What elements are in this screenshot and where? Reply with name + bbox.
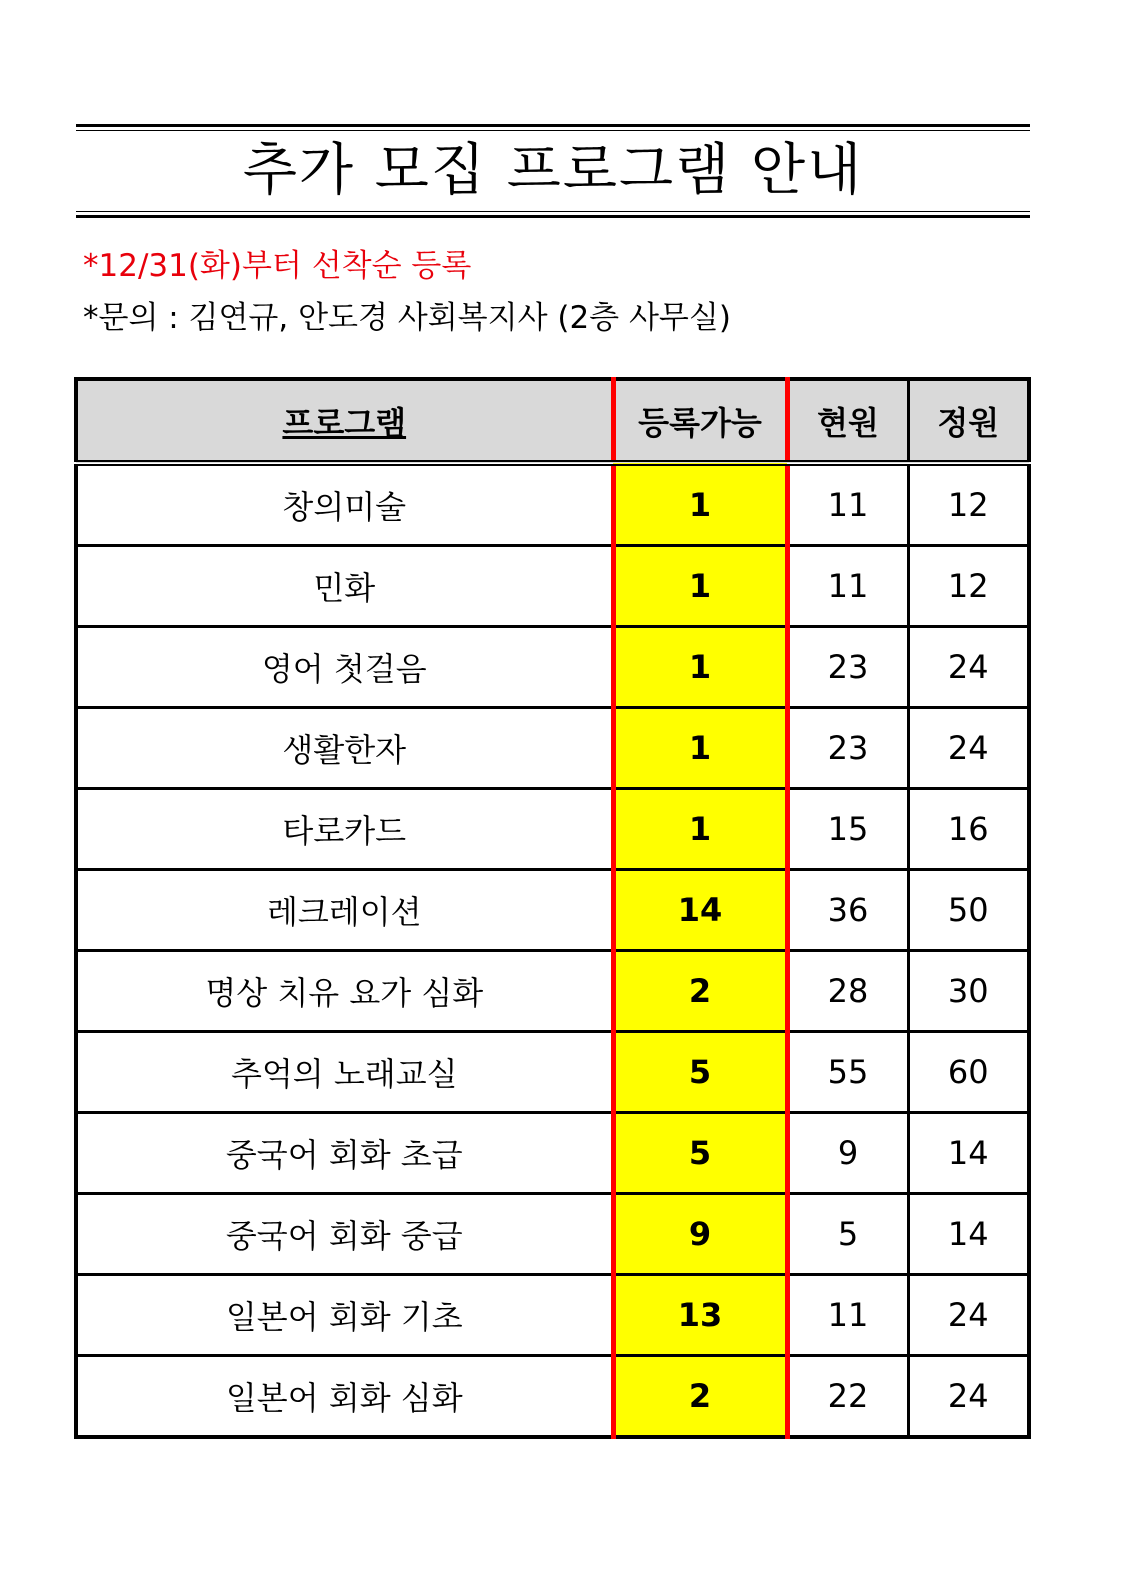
page-title: 추가 모집 프로그램 안내 <box>242 138 864 203</box>
cell-program: 창의미술 <box>76 463 613 546</box>
header-capacity: 정원 <box>908 379 1029 463</box>
cell-available: 5 <box>613 1113 787 1194</box>
cell-capacity: 12 <box>908 546 1029 627</box>
cell-current: 23 <box>787 627 908 708</box>
cell-current: 28 <box>787 951 908 1032</box>
table-header <box>76 379 1029 463</box>
bottom-rule-thick <box>76 215 1030 218</box>
table-row <box>76 463 1029 546</box>
program-table <box>74 377 1031 1439</box>
cell-capacity: 50 <box>908 870 1029 951</box>
registration-notice: *12/31(화)부터 선착순 등록 <box>83 248 472 284</box>
cell-capacity: 24 <box>908 627 1029 708</box>
cell-available: 13 <box>613 1275 787 1356</box>
cell-available: 1 <box>613 463 787 546</box>
cell-capacity: 16 <box>908 789 1029 870</box>
table-row <box>76 708 1029 789</box>
cell-program: 레크레이션 <box>76 870 613 951</box>
table-row <box>76 546 1029 627</box>
table-body <box>76 463 1029 1437</box>
header-program-label: 프로그램 <box>282 403 407 442</box>
cell-program: 추억의 노래교실 <box>76 1032 613 1113</box>
cell-available: 2 <box>613 951 787 1032</box>
title-block <box>76 124 1030 218</box>
cell-capacity: 24 <box>908 1275 1029 1356</box>
cell-capacity: 14 <box>908 1113 1029 1194</box>
cell-capacity: 12 <box>947 486 989 524</box>
cell-capacity: 14 <box>908 1194 1029 1275</box>
cell-program: 영어 첫걸음 <box>76 627 613 708</box>
table-row <box>76 627 1029 708</box>
header-program <box>76 379 613 463</box>
cell-program: 일본어 회화 기초 <box>76 1275 613 1356</box>
inquiry-notice: *문의 : 김연규, 안도경 사회복지사 (2층 사무실) <box>83 300 731 336</box>
cell-available: 1 <box>613 789 787 870</box>
cell-current: 15 <box>787 789 908 870</box>
cell-program: 중국어 회화 중급 <box>76 1194 613 1275</box>
table-row <box>76 1194 1029 1275</box>
cell-available: 14 <box>613 870 787 951</box>
header-available: 등록가능 <box>613 379 787 463</box>
cell-capacity: 24 <box>908 1356 1029 1438</box>
cell-capacity: 30 <box>908 951 1029 1032</box>
cell-available: 2 <box>613 1356 787 1438</box>
cell-current: 36 <box>787 870 908 951</box>
cell-program: 일본어 회화 심화 <box>76 1356 613 1438</box>
table-row <box>76 1113 1029 1194</box>
table-row <box>76 1032 1029 1113</box>
cell-program: 타로카드 <box>76 789 613 870</box>
table-row <box>76 1275 1029 1356</box>
cell-available: 5 <box>613 1032 787 1113</box>
cell-current: 23 <box>787 708 908 789</box>
cell-program: 중국어 회화 초급 <box>76 1113 613 1194</box>
table-row <box>76 870 1029 951</box>
cell-current: 9 <box>787 1113 908 1194</box>
cell-capacity: 24 <box>908 708 1029 789</box>
table-row <box>76 1356 1029 1438</box>
cell-current: 5 <box>787 1194 908 1275</box>
cell-available: 9 <box>613 1194 787 1275</box>
cell-available: 1 <box>613 627 787 708</box>
header-current: 현원 <box>787 379 908 463</box>
cell-current: 11 <box>787 463 908 546</box>
cell-current: 55 <box>787 1032 908 1113</box>
cell-current: 11 <box>787 1275 908 1356</box>
header-row <box>76 379 1029 463</box>
cell-available: 1 <box>613 546 787 627</box>
table-row <box>76 789 1029 870</box>
cell-current: 11 <box>787 546 908 627</box>
cell-capacity: 60 <box>908 1032 1029 1113</box>
table-row <box>76 951 1029 1032</box>
cell-program: 명상 치유 요가 심화 <box>76 951 613 1032</box>
cell-current: 22 <box>787 1356 908 1438</box>
cell-program: 민화 <box>76 546 613 627</box>
cell-available: 1 <box>613 708 787 789</box>
cell-program: 생활한자 <box>76 708 613 789</box>
